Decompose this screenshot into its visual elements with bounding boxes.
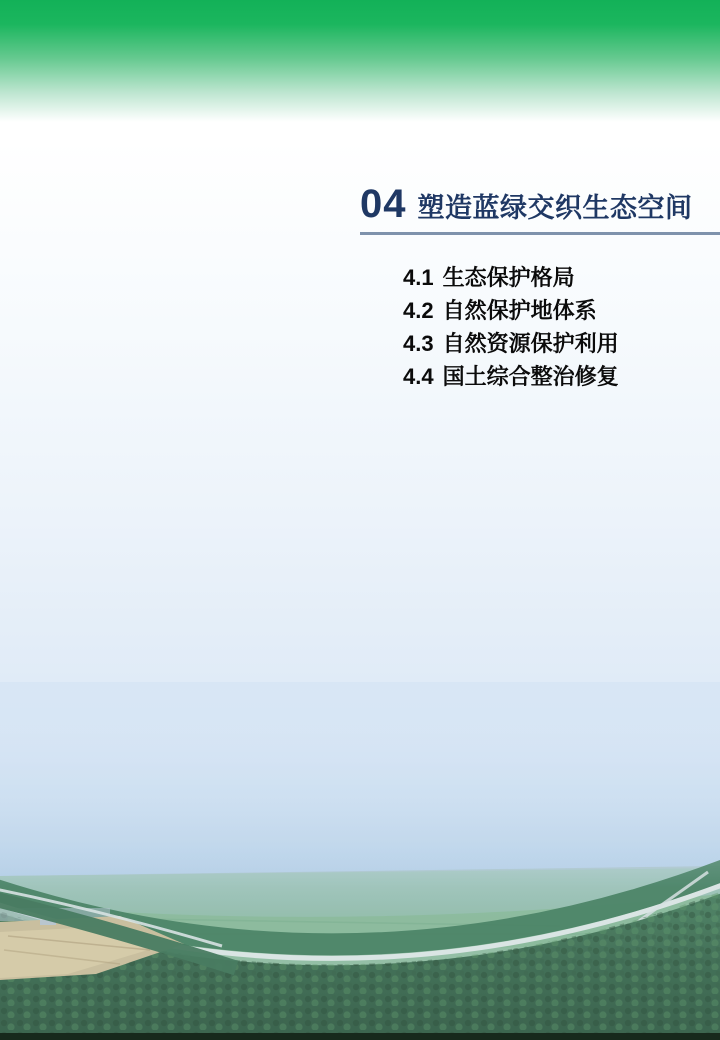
landscape-photo (0, 682, 720, 1040)
chapter-heading (360, 184, 720, 235)
top-green-gradient-band (0, 0, 720, 124)
section-item-4-4 (403, 360, 619, 393)
section-number: 4.1 (403, 265, 434, 290)
section-number: 4.4 (403, 364, 434, 389)
chapter-number: 04 (360, 182, 407, 226)
aerial-forest-belt-illustration (0, 682, 720, 1040)
section-title: 自然保护地体系 (442, 298, 597, 323)
section-title: 生态保护格局 (442, 265, 575, 290)
section-title: 国土综合整治修复 (442, 364, 619, 389)
section-number: 4.2 (403, 298, 434, 323)
section-list (403, 261, 619, 393)
section-item-4-1 (403, 261, 619, 294)
section-item-4-2 (403, 294, 619, 327)
section-title: 自然资源保护利用 (442, 331, 619, 356)
section-number: 4.3 (403, 331, 434, 356)
chapter-title: 塑造蓝绿交织生态空间 (417, 193, 693, 223)
section-item-4-3 (403, 327, 619, 360)
